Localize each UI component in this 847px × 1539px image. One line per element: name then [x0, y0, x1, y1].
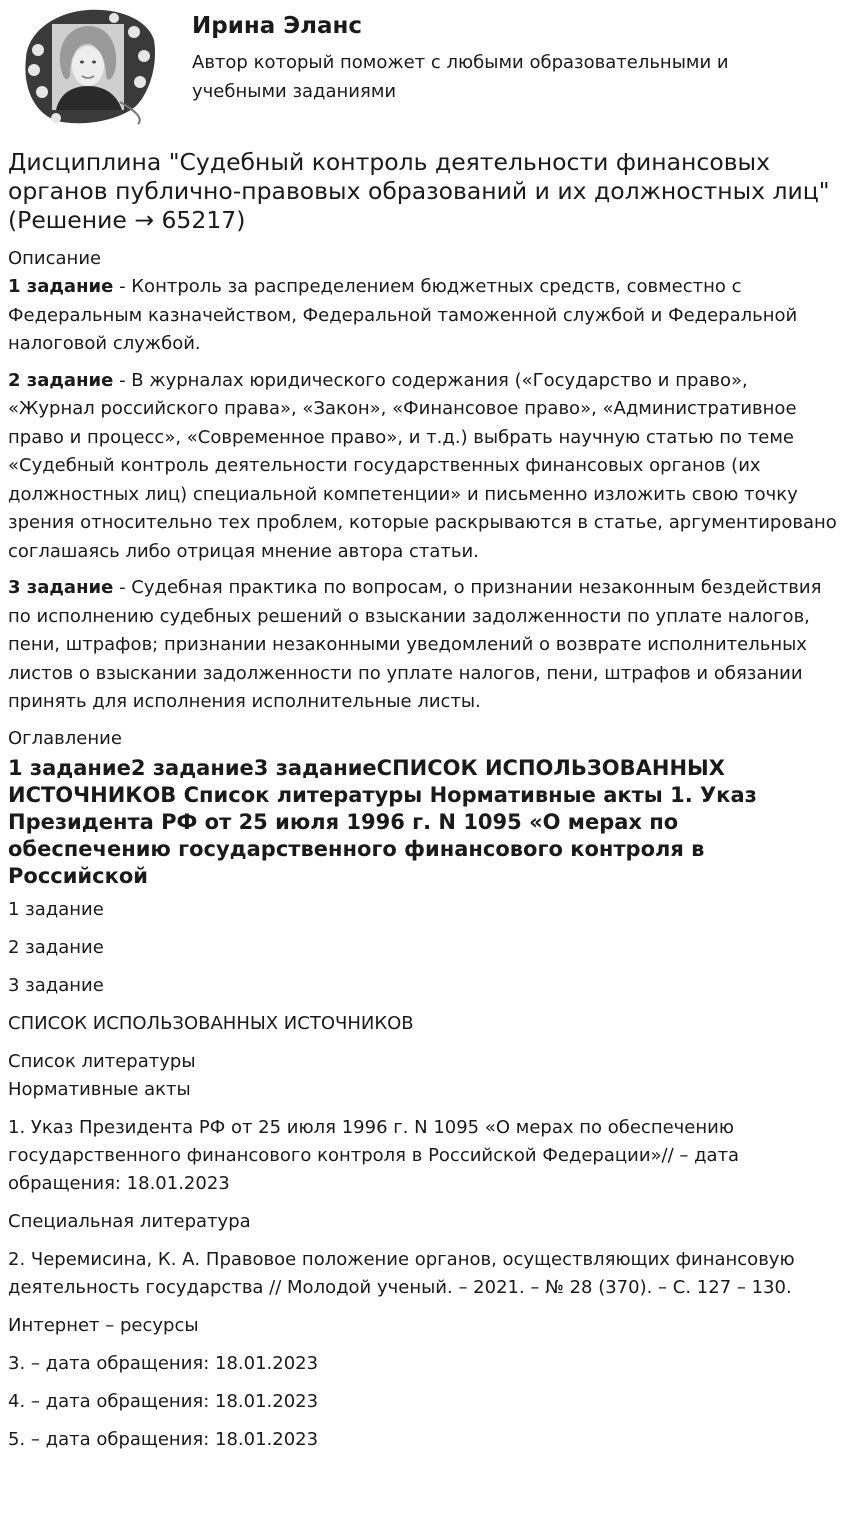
task-2: [8, 367, 839, 567]
author-avatar[interactable]: [16, 6, 158, 128]
task-3: [8, 574, 839, 717]
task-1-label: 1 задание: [8, 276, 114, 297]
author-name[interactable]: Ирина Эланс: [192, 13, 363, 39]
toc-item-2: 2 задание: [8, 936, 104, 958]
author-description: Автор который поможет с любыми образовательными и учебными заданиями: [192, 52, 729, 102]
internet-resources-label: Интернет – ресурсы: [8, 1314, 199, 1336]
reference-1: 1. Указ Президента РФ от 25 июля 1996 г. N 1095 «О мерах по обеспечению государственного финансового контроля в Российской Федерации»// – дата обращения: 18.01.2023: [8, 1116, 740, 1194]
task-1-text: - Контроль за распределением бюджетных средств, совместно с Федеральным казначейством, Федеральной таможенной службой и Федеральной налоговой службой.: [8, 276, 798, 354]
task-1: [8, 273, 839, 359]
reference-5: 5. – дата обращения: 18.01.2023: [8, 1428, 319, 1450]
reference-4: 4. – дата обращения: 18.01.2023: [8, 1390, 319, 1412]
toc-item-3: 3 задание: [8, 974, 104, 996]
reference-3: 3. – дата обращения: 18.01.2023: [8, 1352, 319, 1374]
task-3-label: 3 задание: [8, 577, 114, 598]
toc-summary: 1 задание2 задание3 заданиеСПИСОК ИСПОЛЬЗОВАННЫХ ИСТОЧНИКОВ Список литературы Нормативные акты 1. Указ Президента РФ от 25 июля 1996 г. N 1095 «О мерах по обеспечению государственного финансового контроля в Российской: [8, 755, 757, 888]
reference-2: 2. Черемисина, К. А. Правовое положение органов, осуществляющих финансовую деятельность государства // Молодой ученый. – 2021. – № 28 (370). – С. 127 – 130.: [8, 1248, 795, 1298]
special-literature-label: Специальная литература: [8, 1210, 251, 1232]
task-2-label: 2 задание: [8, 369, 114, 391]
author-header: [8, 0, 839, 140]
toc-item-1: 1 задание: [8, 898, 104, 920]
toc-label: Оглавление: [8, 727, 122, 749]
description-label: Описание: [8, 248, 102, 269]
normative-label: Нормативные акты: [8, 1078, 191, 1100]
task-2-text: - В журналах юридического содержания («Государство и право», «Журнал российского права», «Закон», «Финансовое право», «Административное право и процесс», «Современное право», и т.д.) выбрать научную статью по теме «Судебный контроль деятельности государственных финансовых органов (их должностных лиц) специальной компетенции» и письменно изложить свою точку зрения относительно тех проблем, которые раскрываются в статье, аргументировано соглашаясь либо отрицая мнение автора статьи.: [8, 369, 837, 562]
toc-item-4: СПИСОК ИСПОЛЬЗОВАННЫХ ИСТОЧНИКОВ: [8, 1012, 414, 1034]
page-title: Дисциплина "Судебный контроль деятельности финансовых органов публично-правовых образований и их должностных лиц" (Решение → 65217): [8, 148, 830, 234]
literature-label: Список литературы: [8, 1050, 196, 1072]
task-3-text: - Судебная практика по вопросам, о признании незаконным бездействия по исполнению судебных решений о взыскании задолженности по уплате налогов, пени, штрафов; признании незаконными уведомлений о возврате исполнительных листов о взыскании задолженности по уплате налогов, пени, штрафов и обязании принять для исполнения исполнительные листы.: [8, 577, 822, 712]
